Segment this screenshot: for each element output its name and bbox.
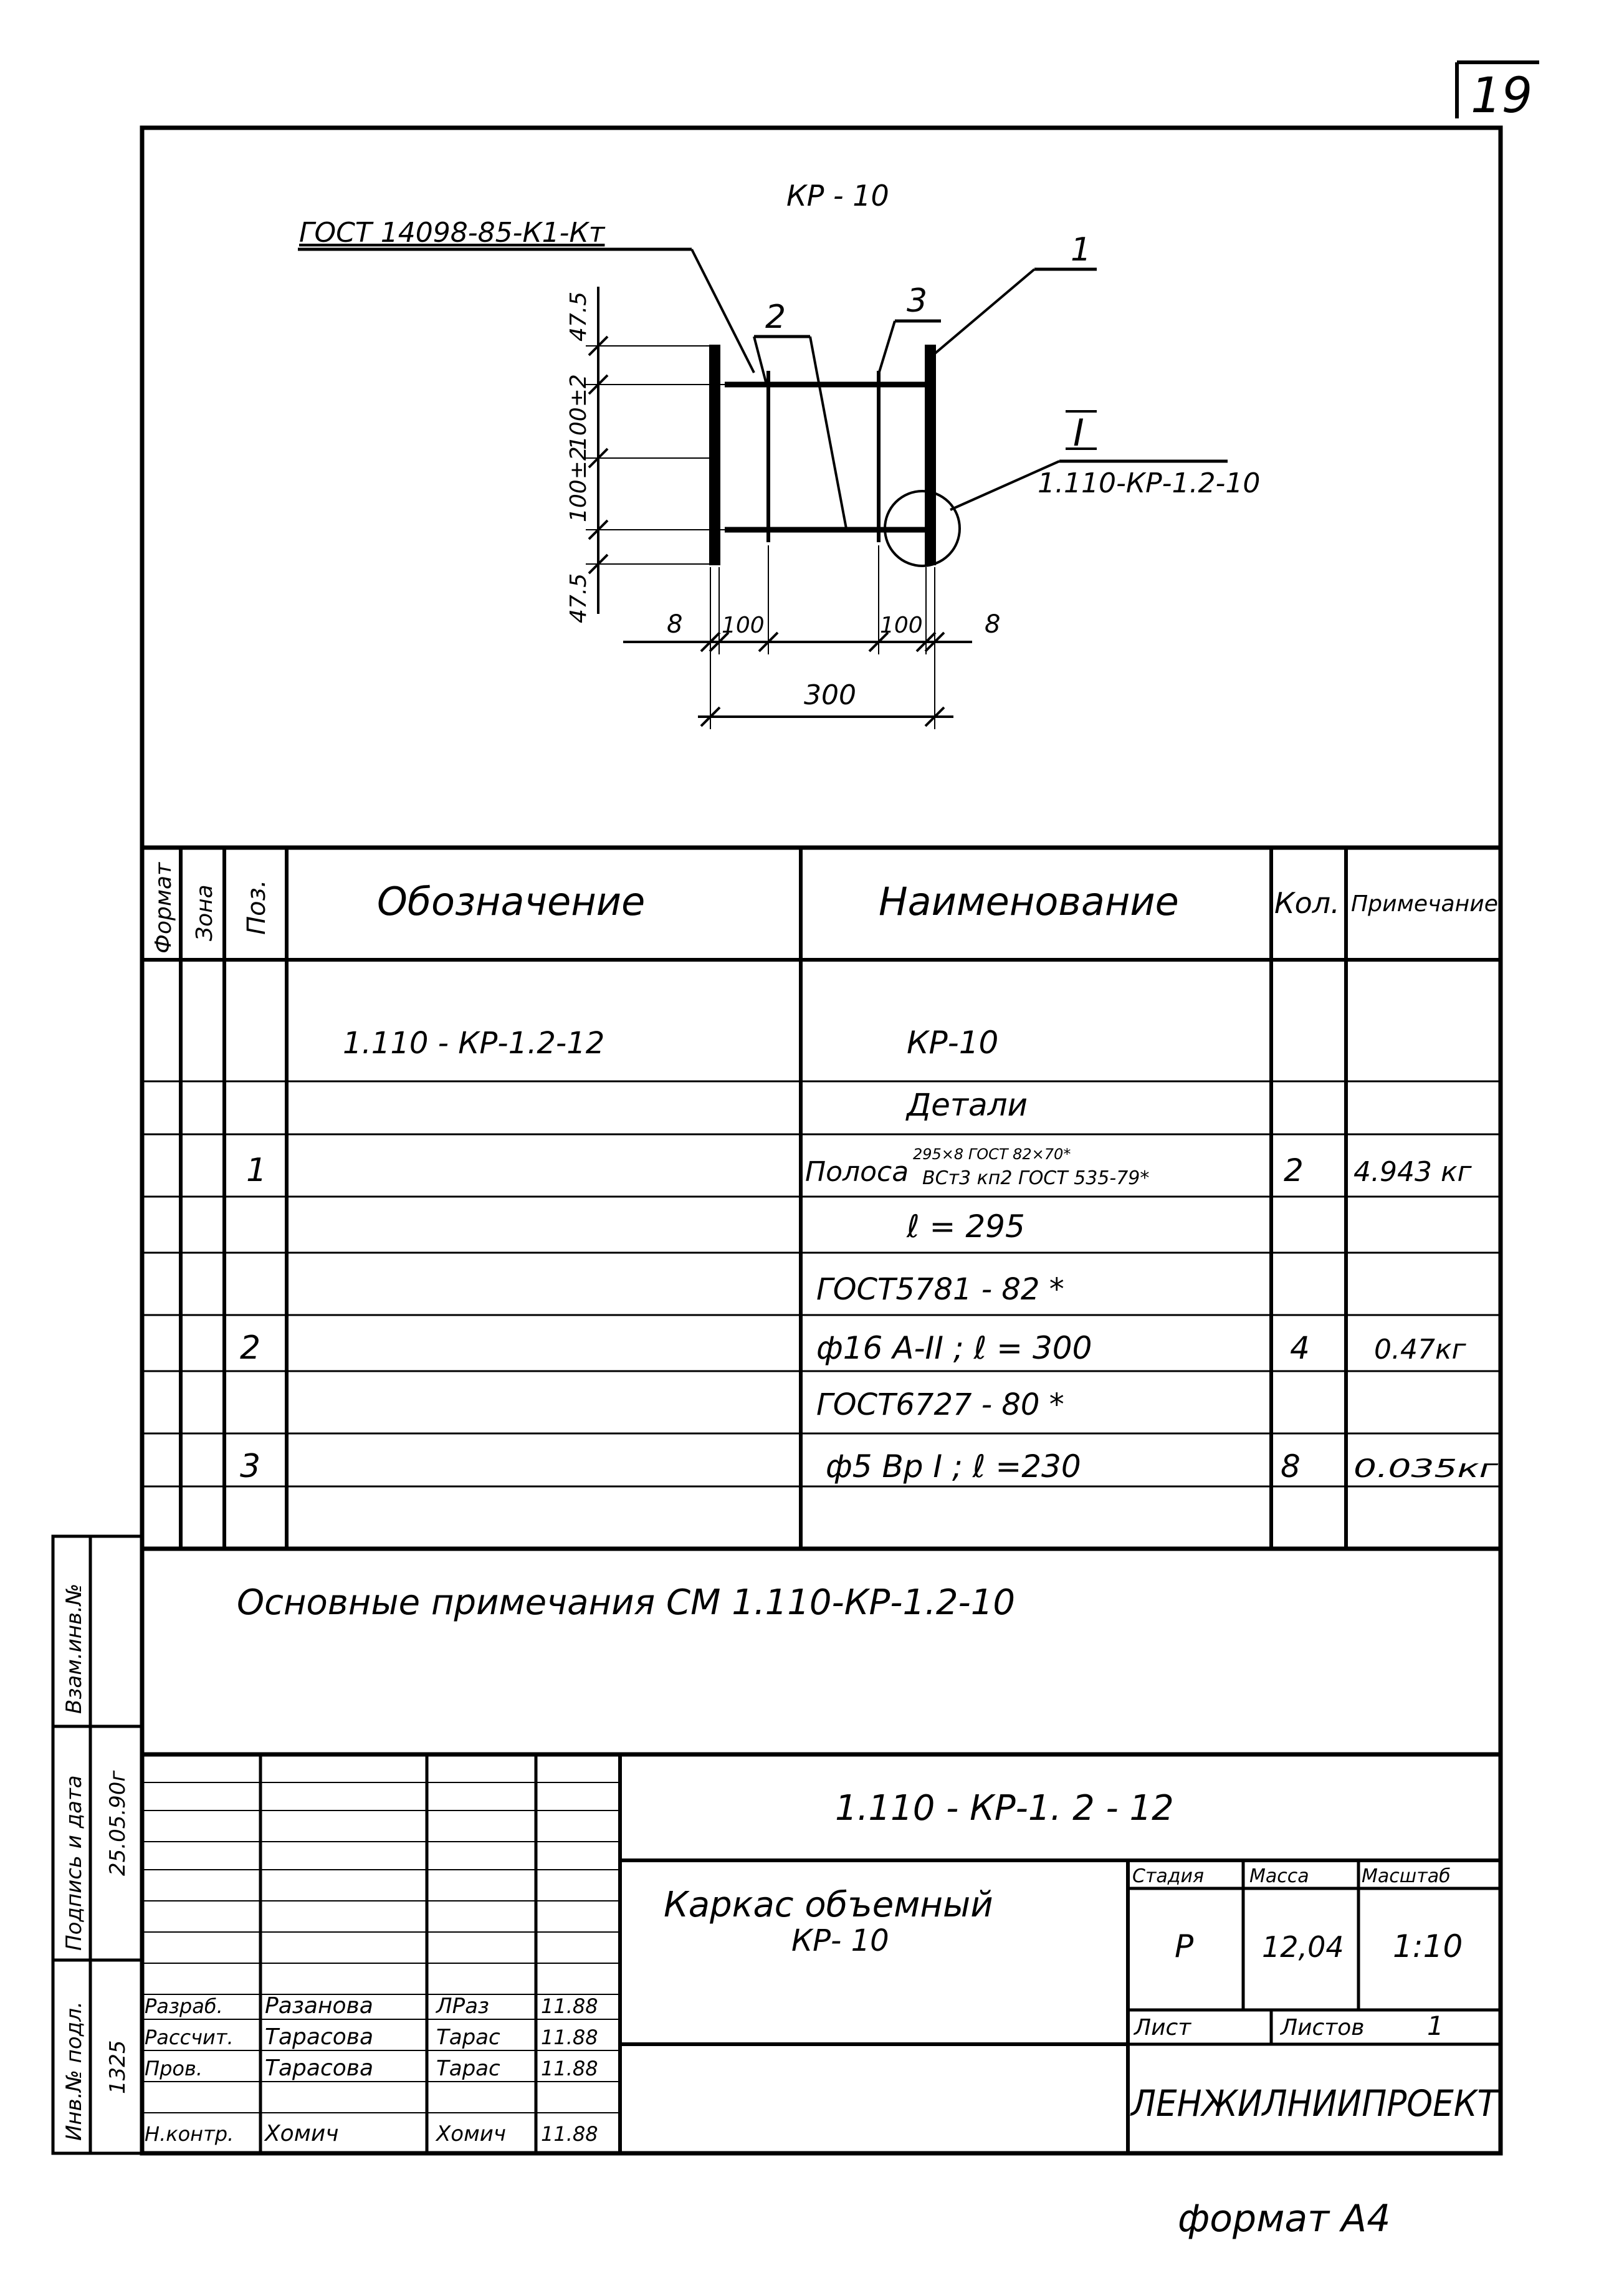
side-vzam: Взам.инв.№ <box>62 1583 87 1714</box>
scale-label: Масштаб <box>1362 1865 1451 1887</box>
signer-3-role: Пров. <box>145 2057 203 2080</box>
signer-1-role: Разраб. <box>145 1994 223 2018</box>
signer-4-role: Н.контр. <box>145 2122 234 2146</box>
row-8-note: 0.035кг <box>1353 1455 1499 1483</box>
header-format: Формат <box>151 862 176 954</box>
dim-mid-b: 100±2 <box>566 446 591 522</box>
gost-label: ГОСТ 14098-85-К1-Кт <box>299 217 605 249</box>
side-podpis-value: 25.05.90г <box>105 1770 130 1876</box>
format-caption: формат А4 <box>1178 2197 1391 2241</box>
general-notes: Основные примечания СМ 1.110-КР-1.2-10 <box>237 1582 1015 1623</box>
signer-2-signature: Тарас <box>436 2025 500 2050</box>
row-4-name: ℓ = 295 <box>907 1208 1025 1245</box>
side-inv-value: 1325 <box>105 2040 130 2094</box>
dim-8-right: 8 <box>985 610 1001 639</box>
row-8-name: ф5 Вр I ; ℓ =230 <box>826 1448 1081 1485</box>
row-3-name-sup: 295×8 ГОСТ 82×70* <box>913 1146 1071 1163</box>
sheet-label: Лист <box>1134 2015 1191 2040</box>
signer-1-signature: ЛРаз <box>436 1994 489 2019</box>
page-number: 19 <box>1471 68 1533 124</box>
row-3-pos: 1 <box>246 1152 267 1189</box>
row-8-qty: 8 <box>1281 1448 1301 1485</box>
signer-3-signature: Тарас <box>436 2056 500 2081</box>
row-1-name: КР-10 <box>907 1025 999 1061</box>
signer-2-date: 11.88 <box>541 2026 598 2049</box>
header-note: Примечание <box>1351 891 1498 917</box>
row-2-name: Детали <box>907 1087 1028 1123</box>
signer-2-role: Рассчит. <box>145 2026 234 2049</box>
organization: ЛЕНЖИЛНИИПРОЕКТ <box>1130 2082 1501 2125</box>
row-7-name: ГОСТ6727 - 80 * <box>816 1387 1064 1422</box>
mass-value: 12,04 <box>1262 1930 1344 1964</box>
row-6-pos: 2 <box>240 1329 261 1367</box>
header-pos: Поз. <box>242 879 271 935</box>
node-ref: 1.110-КР-1.2-10 <box>1038 467 1261 499</box>
node-mark: I <box>1073 411 1084 455</box>
row-8-pos: 3 <box>240 1448 261 1485</box>
object-name-line1: Каркас объемный <box>664 1885 993 1925</box>
dim-100-left: 100 <box>722 613 765 638</box>
row-5-name: ГОСТ5781 - 82 * <box>816 1272 1064 1307</box>
pos-3-label: 3 <box>907 282 928 320</box>
header-name: Наименование <box>879 879 1179 924</box>
object-name-line2: КР- 10 <box>791 1923 889 1958</box>
header-designation: Обозначение <box>377 879 646 924</box>
spec-table-grid <box>142 848 1501 1549</box>
signer-1-date: 11.88 <box>541 1994 598 2018</box>
side-podpis: Подпись и дата <box>62 1775 87 1951</box>
dim-mid-a: 100±2 <box>566 374 591 450</box>
header-zone: Зона <box>192 884 217 941</box>
header-qty: Кол. <box>1274 886 1340 920</box>
signer-3-name: Тарасова <box>265 2055 374 2081</box>
dim-top: 47.5 <box>566 291 591 342</box>
dim-100-right: 100 <box>880 613 923 638</box>
stage-label: Стадия <box>1132 1865 1205 1887</box>
signer-4-signature: Хомич <box>436 2121 506 2146</box>
dim-8-left: 8 <box>667 610 683 639</box>
row-6-note: 0.47кг <box>1374 1334 1466 1366</box>
row-3-name: Полоса <box>805 1156 909 1188</box>
sheet-frame <box>142 128 1501 2153</box>
row-3-qty: 2 <box>1284 1152 1304 1189</box>
row-1-designation: 1.110 - КР-1.2-12 <box>343 1026 605 1061</box>
signer-3-date: 11.88 <box>541 2057 598 2080</box>
pos-2-label: 2 <box>765 299 786 336</box>
scale-value: 1:10 <box>1393 1928 1463 1964</box>
row-3-name-sub: ВСт3 кп2 ГОСТ 535-79* <box>922 1167 1150 1189</box>
sheets-label: Листов <box>1281 2015 1365 2040</box>
sheets-value: 1 <box>1427 2011 1444 2041</box>
dim-bottom: 47.5 <box>566 573 591 623</box>
row-6-name: ф16 А-II ; ℓ = 300 <box>816 1330 1092 1366</box>
signer-4-name: Хомич <box>265 2121 339 2146</box>
pos-1-label: 1 <box>1071 231 1092 269</box>
side-inv: Инв.№ подл. <box>62 2001 87 2141</box>
signers <box>145 1993 598 2146</box>
dim-300: 300 <box>804 679 856 711</box>
doc-code: 1.110 - КР-1. 2 - 12 <box>835 1788 1174 1829</box>
signer-2-name: Тарасова <box>265 2024 374 2050</box>
row-3-note: 4.943 кг <box>1353 1156 1472 1188</box>
spec-rows <box>240 1025 1499 1485</box>
stage-value: Р <box>1175 1928 1194 1964</box>
signer-4-date: 11.88 <box>541 2122 598 2146</box>
signer-1-name: Разанова <box>265 1993 373 2019</box>
drawing-title: КР - 10 <box>786 179 889 213</box>
mass-label: Масса <box>1249 1865 1309 1887</box>
row-6-qty: 4 <box>1290 1330 1310 1366</box>
